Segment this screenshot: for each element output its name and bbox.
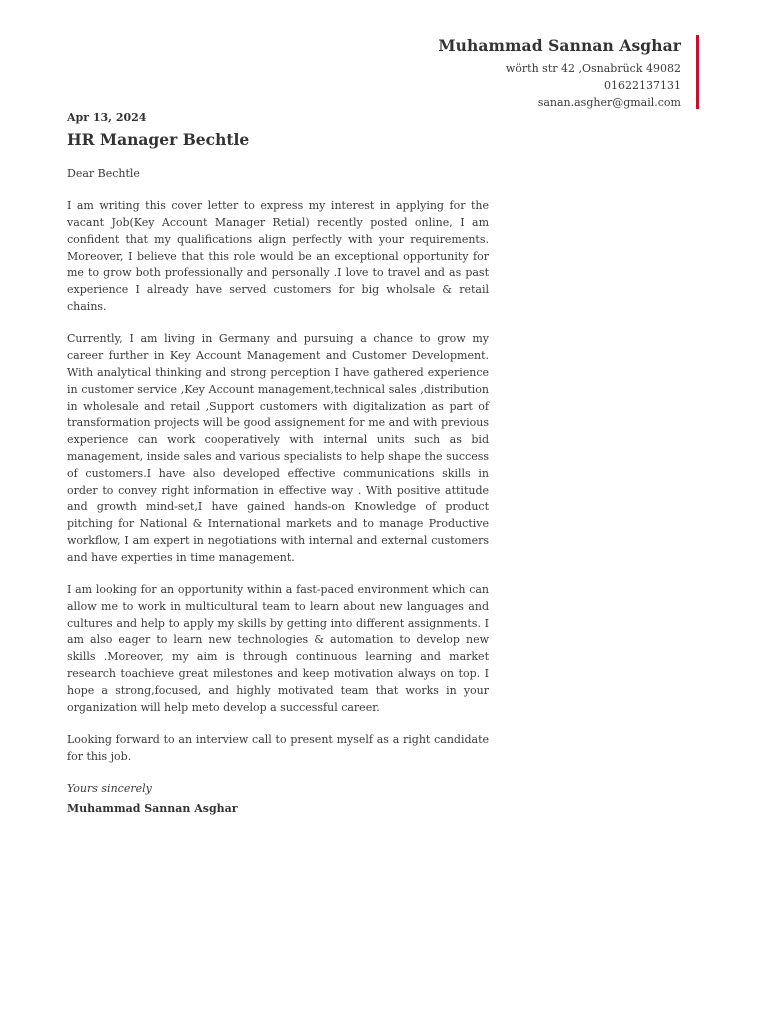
paragraph-experience: Currently, I am living in Germany and pursuing a chance to grow my career further in Key Account Management and Customer Development. With analytical thinking and strong perception I have gathered experience in customer service ,Key Account management,technical sales ,distribution in wholesale and retail ,Support customers with digitalization as part of transformation projects will be good assignement for me and with previous experience can work cooperatively with internal units such as bid management, inside sales and various specialists to help shape the success of customers.I have also developed effective communications skills in order to convey right information in effective way . With positive attitude and growth mind-set,I have gained hands-on Knowledge of product pitching for National & International markets and to manage Productive workflow, I am expert in negotiations with internal and external customers and have experties in time management. — [67, 332, 489, 564]
sender-email: sanan.asgher@gmail.com — [537, 96, 681, 109]
accent-bar — [696, 35, 699, 109]
letter-body — [67, 111, 489, 818]
sender-address: wörth str 42 ,Osnabrück 49082 — [505, 62, 681, 75]
sender-phone: 01622137131 — [604, 79, 681, 92]
sender-name: Muhammad Sannan Asghar — [438, 36, 681, 55]
salutation: Dear Bechtle — [67, 167, 140, 180]
signature-name: Muhammad Sannan Asghar — [67, 802, 238, 816]
recipient-title: HR Manager Bechtle — [67, 130, 250, 149]
letter-date: Apr 13, 2024 — [67, 111, 147, 124]
paragraph-intro: I am writing this cover letter to express my interest in applying for the vacant Job(Key Account Manager Retial) recently posted online, I am confident that my qualifications align perfectly with your requirements. Moreover, I believe that this role would be an exceptional opportunity for me to grow both professionally and personally .I love to travel and as past experience I already have served customers for big wholsale & retail chains. — [67, 199, 489, 314]
closing-phrase: Yours sincerely — [67, 781, 152, 795]
paragraph-goals: I am looking for an opportunity within a fast-paced environment which can allow me to work in multicultural team to learn about new languages and cultures and help to apply my skills by getting into different assignments. I am also eager to learn new technologies & automation to develop new skills .Moreover, my aim is through continuous learning and market research toachieve great milestones and keep motivation always on top. I hope a strong,focused, and highly motivated team that works in your organization will help meto develop a successful career. — [67, 583, 489, 714]
paragraph-closing: Looking forward to an interview call to present myself as a right candidate for this job. — [67, 732, 489, 763]
sender-header — [438, 36, 681, 111]
